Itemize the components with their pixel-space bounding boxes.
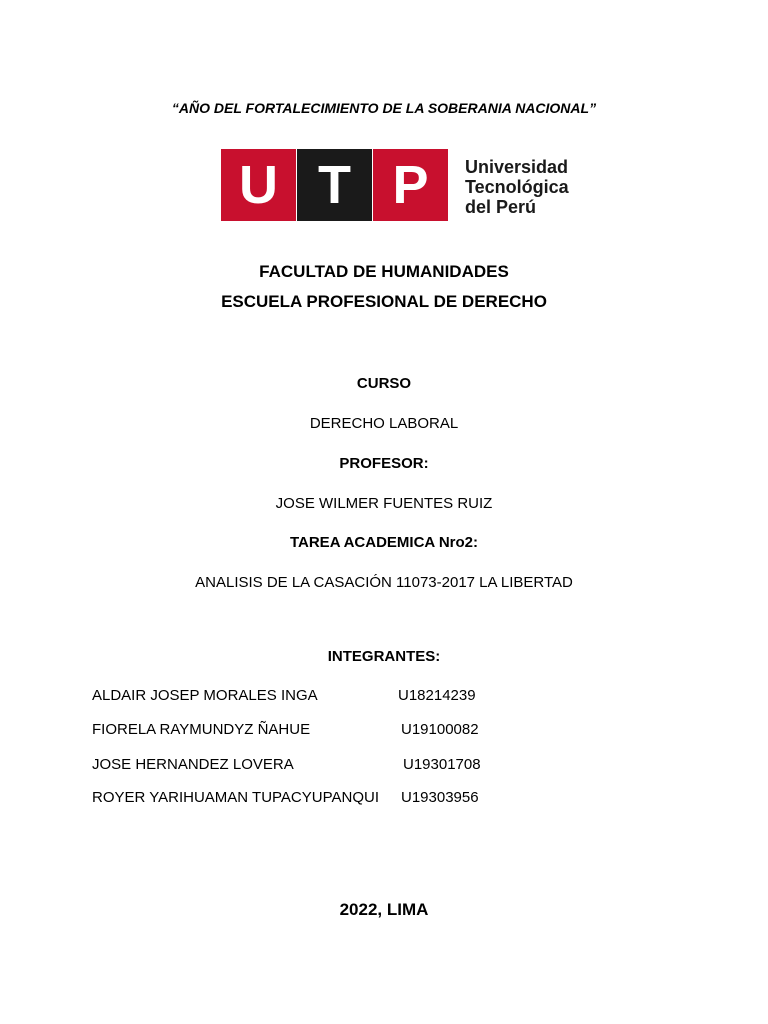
- faculty-heading: FACULTAD DE HUMANIDADES: [259, 262, 509, 281]
- logo-letter-p: P: [373, 149, 448, 221]
- member-name: ROYER YARIHUAMAN TUPACYUPANQUI: [92, 789, 379, 806]
- logo-letter-t: T: [297, 149, 372, 221]
- footer-year-city: 2022, LIMA: [339, 900, 429, 919]
- logo-university-name: [465, 157, 569, 217]
- assignment-value: ANALISIS DE LA CASACIÓN 11073-2017 LA LIBERTAD: [195, 574, 573, 591]
- professor-value: JOSE WILMER FUENTES RUIZ: [275, 495, 493, 512]
- professor-label: PROFESOR:: [339, 455, 429, 472]
- member-name: JOSE HERNANDEZ LOVERA: [92, 756, 294, 773]
- member-name: FIORELA RAYMUNDYZ ÑAHUE: [92, 721, 311, 738]
- course-label: CURSO: [356, 375, 412, 392]
- member-code: U19100082: [401, 721, 479, 738]
- members-label: INTEGRANTES:: [327, 648, 441, 665]
- assignment-label: TAREA ACADEMICA Nro2:: [289, 534, 479, 551]
- utp-logo: [221, 149, 581, 221]
- member-code: U19301708: [403, 756, 481, 773]
- member-code: U18214239: [398, 687, 476, 704]
- member-name: ALDAIR JOSEP MORALES INGA: [92, 687, 318, 704]
- year-motto: “AÑO DEL FORTALECIMIENTO DE LA SOBERANIA NACIONAL”: [171, 100, 597, 116]
- logo-name-line: Tecnológica: [465, 177, 569, 197]
- course-value: DERECHO LABORAL: [309, 415, 459, 432]
- logo-letter-u: U: [221, 149, 296, 221]
- school-heading: ESCUELA PROFESIONAL DE DERECHO: [221, 292, 547, 311]
- logo-name-line: del Perú: [465, 197, 537, 217]
- member-code: U19303956: [401, 789, 479, 806]
- logo-name-line: Universidad: [465, 157, 569, 177]
